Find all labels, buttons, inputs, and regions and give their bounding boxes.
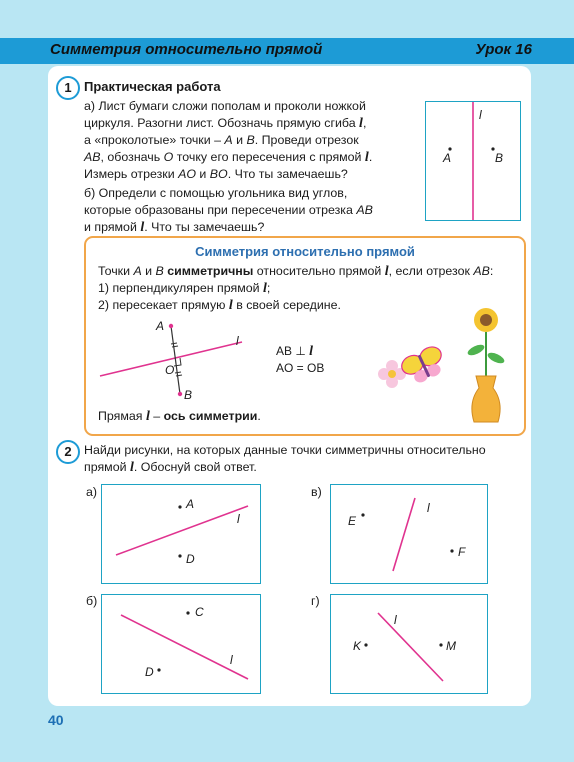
task-1a-text bbox=[84, 98, 404, 183]
fold-line-svg bbox=[426, 102, 520, 220]
rule-title: Симметрия относительно прямой bbox=[195, 244, 415, 259]
task-2-text bbox=[84, 442, 524, 476]
label-point-1: E bbox=[348, 514, 357, 528]
label-point-2: D bbox=[145, 665, 154, 679]
vase-flower-illustration bbox=[460, 306, 510, 424]
point-2 bbox=[157, 668, 160, 671]
point-1 bbox=[364, 643, 367, 646]
lesson-number: Урок 16 bbox=[475, 41, 532, 58]
task-2-line: Найди рисунки, на которых данные точки симметричны относительно bbox=[84, 443, 486, 457]
figure-b-svg bbox=[102, 595, 260, 693]
task-1a-line: циркуля. Разогни лист. Обозначь прямую сгиба l, bbox=[84, 116, 367, 131]
label-point-2: D bbox=[186, 552, 195, 566]
rule-box bbox=[84, 236, 526, 436]
equation-equal: AO = OB bbox=[276, 361, 325, 375]
figure-b bbox=[101, 594, 261, 694]
label-l: l bbox=[237, 512, 240, 526]
point-2 bbox=[439, 643, 442, 646]
rule-line: 1) перпендикулярен прямой l; bbox=[98, 281, 271, 296]
flower-butterfly-illustration bbox=[378, 344, 448, 394]
axis-line bbox=[393, 498, 415, 571]
figure-a bbox=[101, 484, 261, 584]
butterfly-icon bbox=[378, 344, 448, 394]
figure-b-tag: б) bbox=[86, 594, 98, 608]
task-1b-line: б) Определи с помощью угольника вид углов, bbox=[84, 186, 348, 200]
rule-line: Точки A и B симметричны относительно прямой l, если отрезок AB: bbox=[98, 264, 494, 279]
label-o: O bbox=[165, 363, 175, 377]
point-2 bbox=[178, 554, 181, 557]
label-l: l bbox=[394, 613, 397, 627]
label-l: l bbox=[230, 653, 233, 667]
point-1 bbox=[178, 505, 181, 508]
rule-equations bbox=[276, 343, 324, 376]
rule-line: 2) пересекает прямую l в своей середине. bbox=[98, 298, 341, 313]
task-2-number: 2 bbox=[56, 440, 80, 464]
label-a: A bbox=[443, 151, 452, 165]
label-b: B bbox=[184, 388, 193, 402]
task-1b-text bbox=[84, 185, 404, 236]
label-l: l bbox=[236, 334, 239, 348]
point-a bbox=[169, 324, 173, 328]
point-b bbox=[178, 392, 182, 396]
label-a: A bbox=[156, 319, 165, 333]
tick-mark bbox=[175, 372, 181, 373]
point-1 bbox=[361, 513, 364, 516]
point-1 bbox=[186, 611, 189, 614]
label-l: l bbox=[479, 108, 482, 122]
segment-ab bbox=[171, 326, 180, 394]
axis-line bbox=[378, 613, 443, 681]
figure-g-tag: г) bbox=[311, 594, 320, 608]
label-point-2: F bbox=[458, 545, 466, 559]
figure-v-svg bbox=[331, 485, 487, 583]
axis-line bbox=[116, 506, 248, 555]
label-point-1: K bbox=[353, 639, 362, 653]
label-point-1: C bbox=[195, 605, 204, 619]
label-point-2: M bbox=[446, 639, 456, 653]
label-point-1: A bbox=[186, 497, 195, 511]
task-2-line: прямой l. Обоснуй свой ответ. bbox=[84, 460, 257, 475]
axis-line bbox=[121, 615, 248, 679]
page-number: 40 bbox=[48, 712, 64, 728]
figure-v-tag: в) bbox=[311, 485, 322, 499]
task-1b-line: которые образованы при пересечении отрезка AB bbox=[84, 203, 373, 217]
tick-mark bbox=[172, 346, 178, 347]
lesson-title: Симметрия относительно прямой bbox=[50, 41, 323, 58]
tick-mark bbox=[171, 343, 177, 344]
axis-definition: Прямая l – ось симметрии. bbox=[98, 409, 261, 424]
folded-sheet-figure bbox=[425, 101, 521, 221]
rule-text bbox=[98, 263, 518, 314]
task-1a-line: Измерь отрезки AO и BO. Что ты замечаешь? bbox=[84, 167, 348, 181]
task-1a-line: а «проколотые» точки – A и B. Проведи отрезок bbox=[84, 133, 359, 147]
sunflower-vase-icon bbox=[460, 306, 510, 424]
figure-a-svg bbox=[102, 485, 260, 583]
label-l: l bbox=[427, 501, 430, 515]
task-1a-line: AB, обозначь O точку его пересечения с прямой l. bbox=[84, 150, 373, 165]
equation-perpendicular: AB ⊥ l bbox=[276, 344, 314, 359]
task-1b-line: и прямой l. Что ты замечаешь? bbox=[84, 220, 265, 235]
point-2 bbox=[450, 549, 453, 552]
label-b: B bbox=[495, 151, 504, 165]
figure-v bbox=[330, 484, 488, 584]
task-1-number: 1 bbox=[56, 76, 80, 100]
task-1a-line: а) Лист бумаги сложи пополам и проколи ножкой bbox=[84, 99, 366, 113]
figure-a-tag: а) bbox=[86, 485, 98, 499]
task-1-title: Практическая работа bbox=[84, 79, 221, 94]
figure-g bbox=[330, 594, 488, 694]
lesson-header bbox=[0, 38, 574, 64]
